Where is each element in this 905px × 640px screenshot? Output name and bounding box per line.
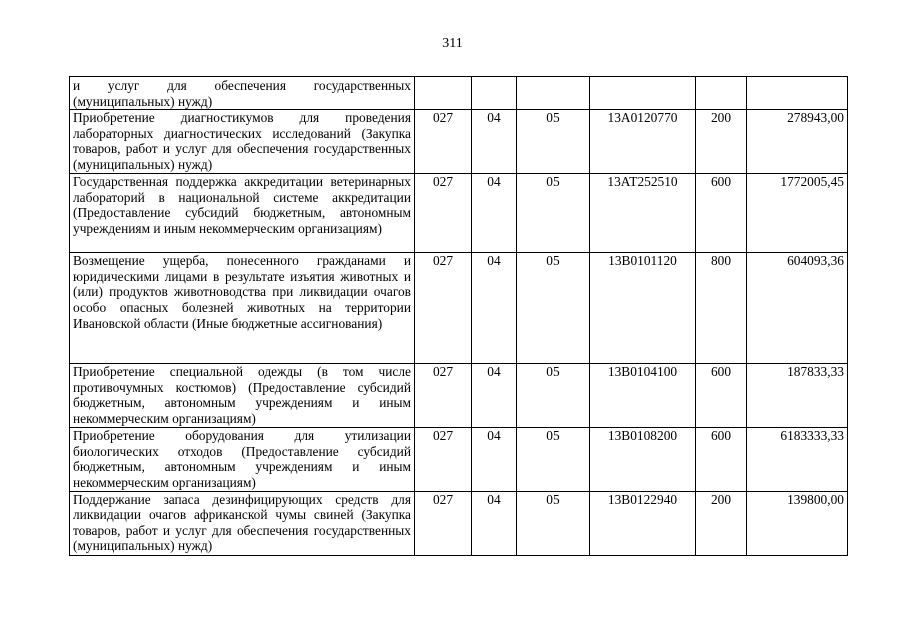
- row-description: Приобретение специальной одежды (в том числе противочумных костюмов) (Предоставление субсидий бюджетным, автономным учреждениям и иным некоммерческим организациям): [70, 364, 415, 428]
- target-article-code: 13В0101120: [590, 253, 696, 364]
- amount: 139800,00: [747, 491, 848, 555]
- expense-type-code: 800: [696, 253, 747, 364]
- section-code: [472, 77, 517, 110]
- table-row: [70, 253, 848, 364]
- subsection-code: 05: [517, 364, 590, 428]
- amount: 6183333,33: [747, 428, 848, 491]
- section-code: 04: [472, 110, 517, 174]
- subsection-code: 05: [517, 110, 590, 174]
- table-row: [70, 77, 848, 110]
- row-description: Возмещение ущерба, понесенного гражданами и юридическими лицами в результате изъятия животных и (или) продуктов животноводства при ликвидации очагов особо опасных болезней животных на территории Ивановской области (Иные бюджетные ассигнования): [70, 253, 415, 364]
- ministry-code: 027: [415, 491, 472, 555]
- expense-type-code: [696, 77, 747, 110]
- subsection-code: 05: [517, 174, 590, 253]
- budget-table: [69, 76, 848, 556]
- ministry-code: 027: [415, 174, 472, 253]
- row-description: Государственная поддержка аккредитации ветеринарных лабораторий в национальной системе аккредитации (Предоставление субсидий бюджетным, автономным учреждениям и иным некоммерческим организациям): [70, 174, 415, 253]
- target-article-code: 13В0122940: [590, 491, 696, 555]
- row-description: Поддержание запаса дезинфицирующих средств для ликвидации очагов африканской чумы свиней (Закупка товаров, работ и услуг для обеспечения государственных (муниципальных) нужд): [70, 491, 415, 555]
- target-article-code: 13В0108200: [590, 428, 696, 491]
- table-row: [70, 364, 848, 428]
- subsection-code: 05: [517, 428, 590, 491]
- ministry-code: 027: [415, 110, 472, 174]
- table-row: [70, 428, 848, 491]
- expense-type-code: 200: [696, 110, 747, 174]
- amount: 1772005,45: [747, 174, 848, 253]
- amount: 278943,00: [747, 110, 848, 174]
- ministry-code: 027: [415, 253, 472, 364]
- section-code: 04: [472, 253, 517, 364]
- section-code: 04: [472, 174, 517, 253]
- row-description: и услуг для обеспечения государственных (муниципальных) нужд): [70, 77, 415, 110]
- amount: [747, 77, 848, 110]
- table-row: [70, 110, 848, 174]
- table-row: [70, 174, 848, 253]
- amount: 187833,33: [747, 364, 848, 428]
- ministry-code: 027: [415, 364, 472, 428]
- expense-type-code: 600: [696, 428, 747, 491]
- target-article-code: [590, 77, 696, 110]
- subsection-code: 05: [517, 253, 590, 364]
- section-code: 04: [472, 428, 517, 491]
- expense-type-code: 600: [696, 174, 747, 253]
- subsection-code: 05: [517, 491, 590, 555]
- row-description: Приобретение оборудования для утилизации биологических отходов (Предоставление субсидий бюджетным, автономным учреждениям и иным некоммерческим организациям): [70, 428, 415, 491]
- target-article-code: 13В0104100: [590, 364, 696, 428]
- page-number: 311: [442, 36, 463, 51]
- section-code: 04: [472, 491, 517, 555]
- section-code: 04: [472, 364, 517, 428]
- target-article-code: 13А0120770: [590, 110, 696, 174]
- subsection-code: [517, 77, 590, 110]
- target-article-code: 13АТ252510: [590, 174, 696, 253]
- ministry-code: 027: [415, 428, 472, 491]
- row-description: Приобретение диагностикумов для проведения лабораторных диагностических исследований (Закупка товаров, работ и услуг для обеспечения государственных (муниципальных) нужд): [70, 110, 415, 174]
- ministry-code: [415, 77, 472, 110]
- expense-type-code: 200: [696, 491, 747, 555]
- amount: 604093,36: [747, 253, 848, 364]
- table-row: [70, 491, 848, 555]
- expense-type-code: 600: [696, 364, 747, 428]
